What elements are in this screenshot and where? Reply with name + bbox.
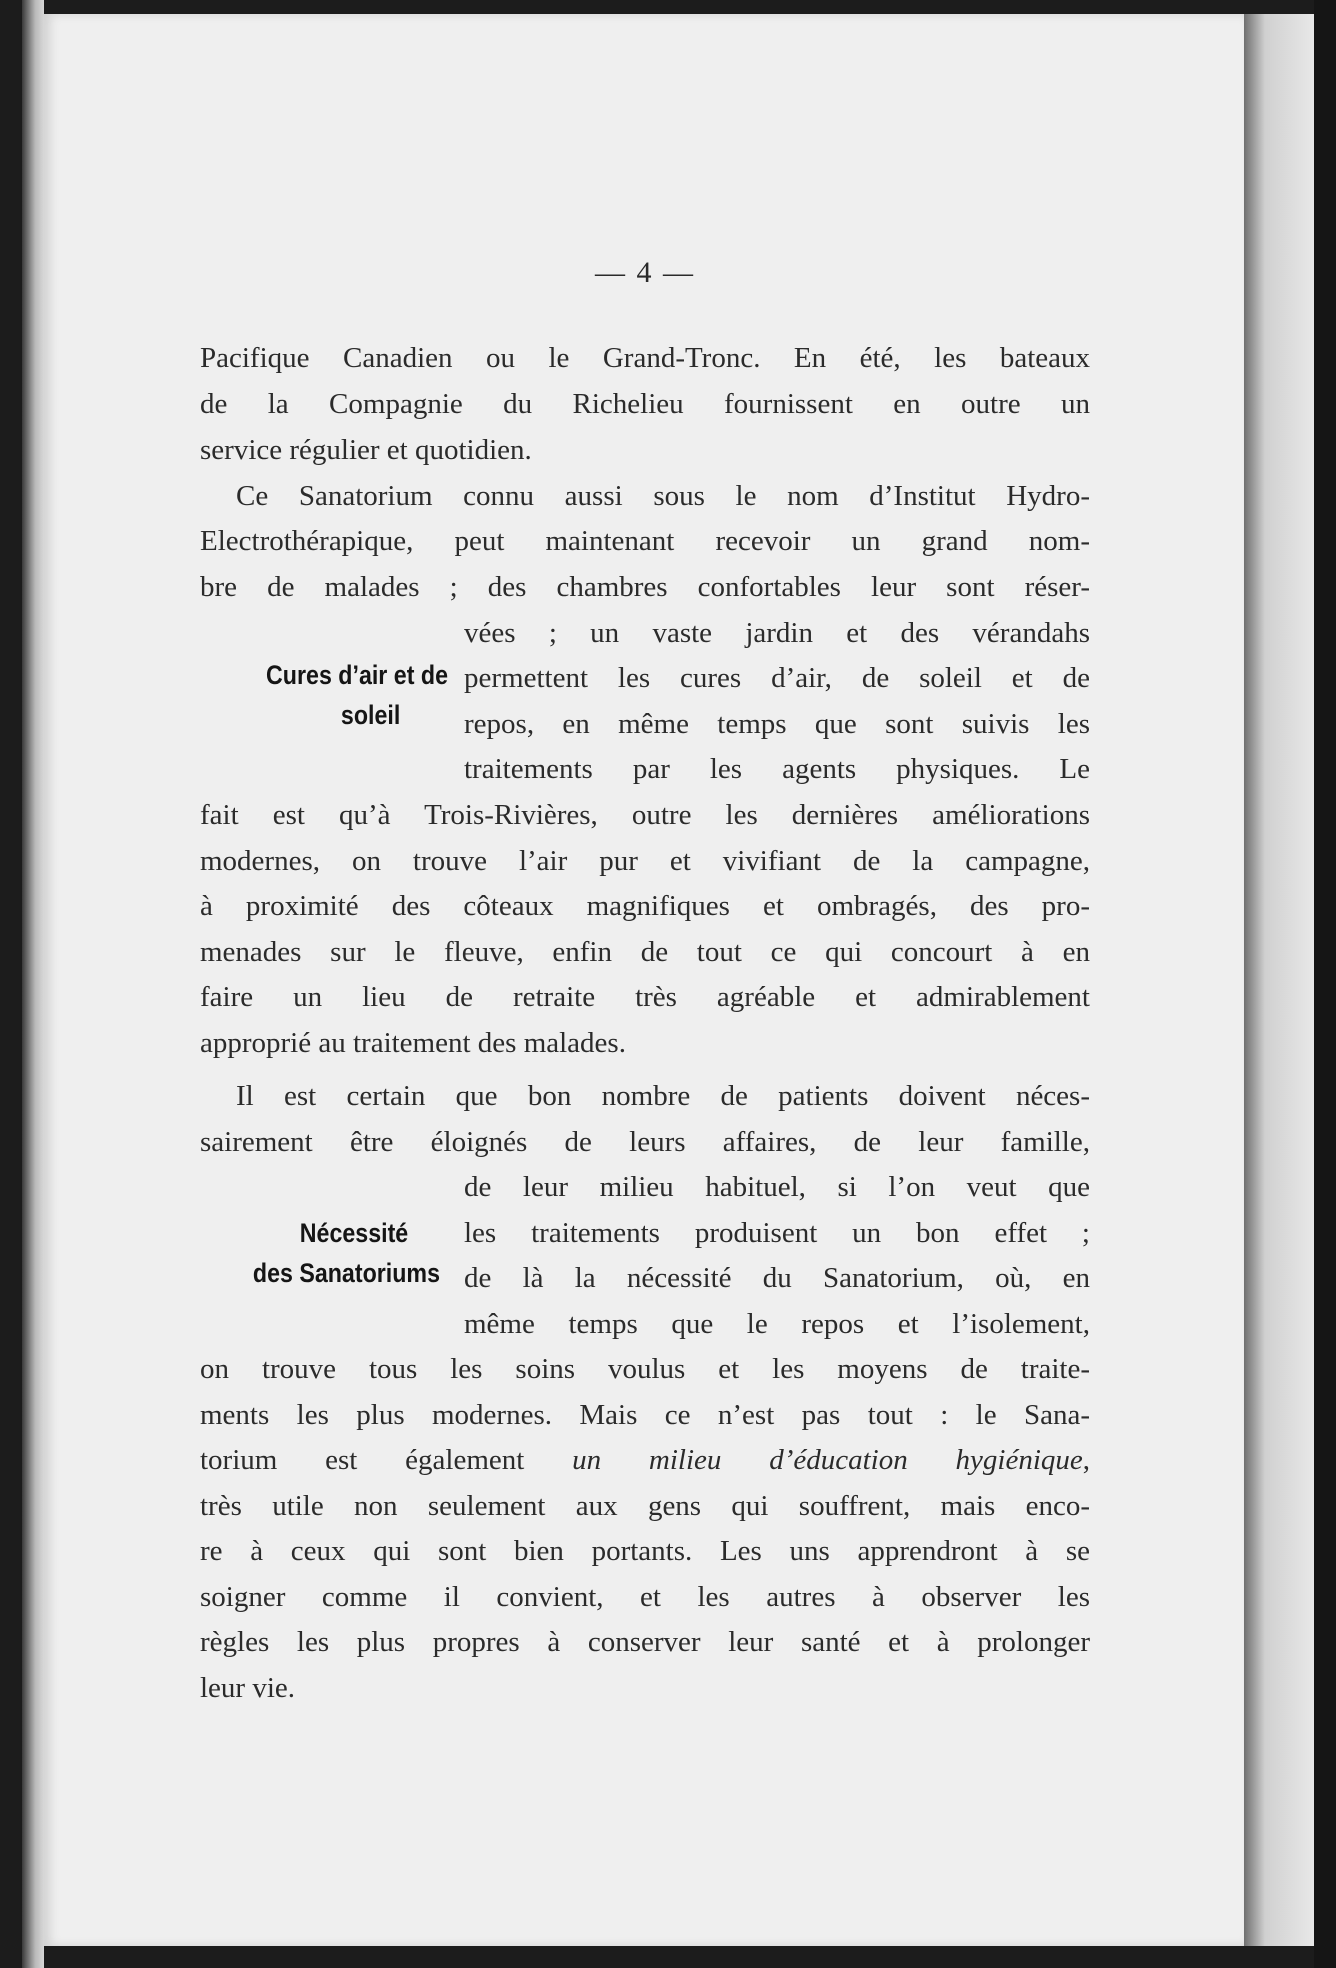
text-line: bre de malades ; des chambres confortables leur sont réser- [200, 571, 1090, 603]
margin-note-line: des Sanatoriums [252, 1258, 440, 1288]
text-line: repos, en même temps que sont suivis les [464, 708, 1090, 740]
text-line: sairement être éloignés de leurs affaires, de leur famille, [200, 1126, 1090, 1158]
text-line: modernes, on trouve l’air pur et vivifiant de la campagne, [200, 845, 1090, 877]
text-line: très utile non seulement aux gens qui souffrent, mais enco- [200, 1490, 1090, 1522]
text-line: approprié au traitement des malades. [200, 1027, 626, 1059]
text-line: soigner comme il convient, et les autres à observer les [200, 1581, 1090, 1613]
text-line: permettent les cures d’air, de soleil et de [464, 662, 1090, 694]
text-line: service régulier et quotidien. [200, 434, 532, 466]
scan-left-edge [22, 0, 44, 1968]
text-line: Pacifique Canadien ou le Grand-Tronc. En été, les bateaux [200, 342, 1090, 374]
text-line: faire un lieu de retraite très agréable et admirablement [200, 981, 1090, 1013]
scan-border [1314, 0, 1336, 1968]
italic-phrase: un milieu d’éducation hygiénique [572, 1444, 1083, 1476]
text-fragment: , [1082, 1444, 1091, 1476]
text-line: Electrothérapique, peut maintenant recevoir un grand nom- [200, 525, 1090, 557]
text-line: de là la nécessité du Sanatorium, où, en [464, 1262, 1090, 1294]
text-line: ments les plus modernes. Mais ce n’est pas tout : le Sana- [200, 1399, 1090, 1431]
text-line: vées ; un vaste jardin et des vérandahs [464, 617, 1090, 649]
text-line: on trouve tous les soins voulus et les moyens de traite- [200, 1353, 1090, 1385]
text-line: de la Compagnie du Richelieu fournissent en outre un [200, 388, 1090, 420]
page-number: — 4 — [595, 256, 695, 289]
text-fragment: torium est également [200, 1444, 525, 1476]
text-line: Ce Sanatorium connu aussi sous le nom d’Institut Hydro- [236, 480, 1090, 512]
text-line: fait est qu’à Trois-Rivières, outre les dernières améliorations [200, 799, 1090, 831]
text-line: leur vie. [200, 1672, 296, 1704]
margin-note-line: soleil [340, 700, 401, 730]
margin-note-line: Cures d’air et de [266, 660, 448, 690]
text-line: règles les plus propres à conserver leur santé et à prolonger [200, 1626, 1090, 1658]
text-line [200, 1438, 1090, 1484]
margin-note-necessite [216, 1213, 440, 1293]
margin-note-cures [224, 655, 448, 735]
text-line: de leur milieu habituel, si l’on veut que [464, 1171, 1090, 1203]
text-line: à proximité des côteaux magnifiques et ombragés, des pro- [200, 890, 1090, 922]
scan-right-page-edge [1244, 14, 1314, 1946]
text-line: les traitements produisent un bon effet ; [464, 1217, 1090, 1249]
text-line: Il est certain que bon nombre de patients doivent néces- [236, 1080, 1090, 1112]
margin-note-line: Nécessité [299, 1218, 409, 1248]
text-line: même temps que le repos et l’isolement, [464, 1308, 1090, 1340]
text-line: traitements par les agents physiques. Le [464, 753, 1090, 785]
text-line: menades sur le fleuve, enfin de tout ce qui concourt à en [200, 936, 1090, 968]
text-line: re à ceux qui sont bien portants. Les uns apprendront à se [200, 1535, 1090, 1567]
